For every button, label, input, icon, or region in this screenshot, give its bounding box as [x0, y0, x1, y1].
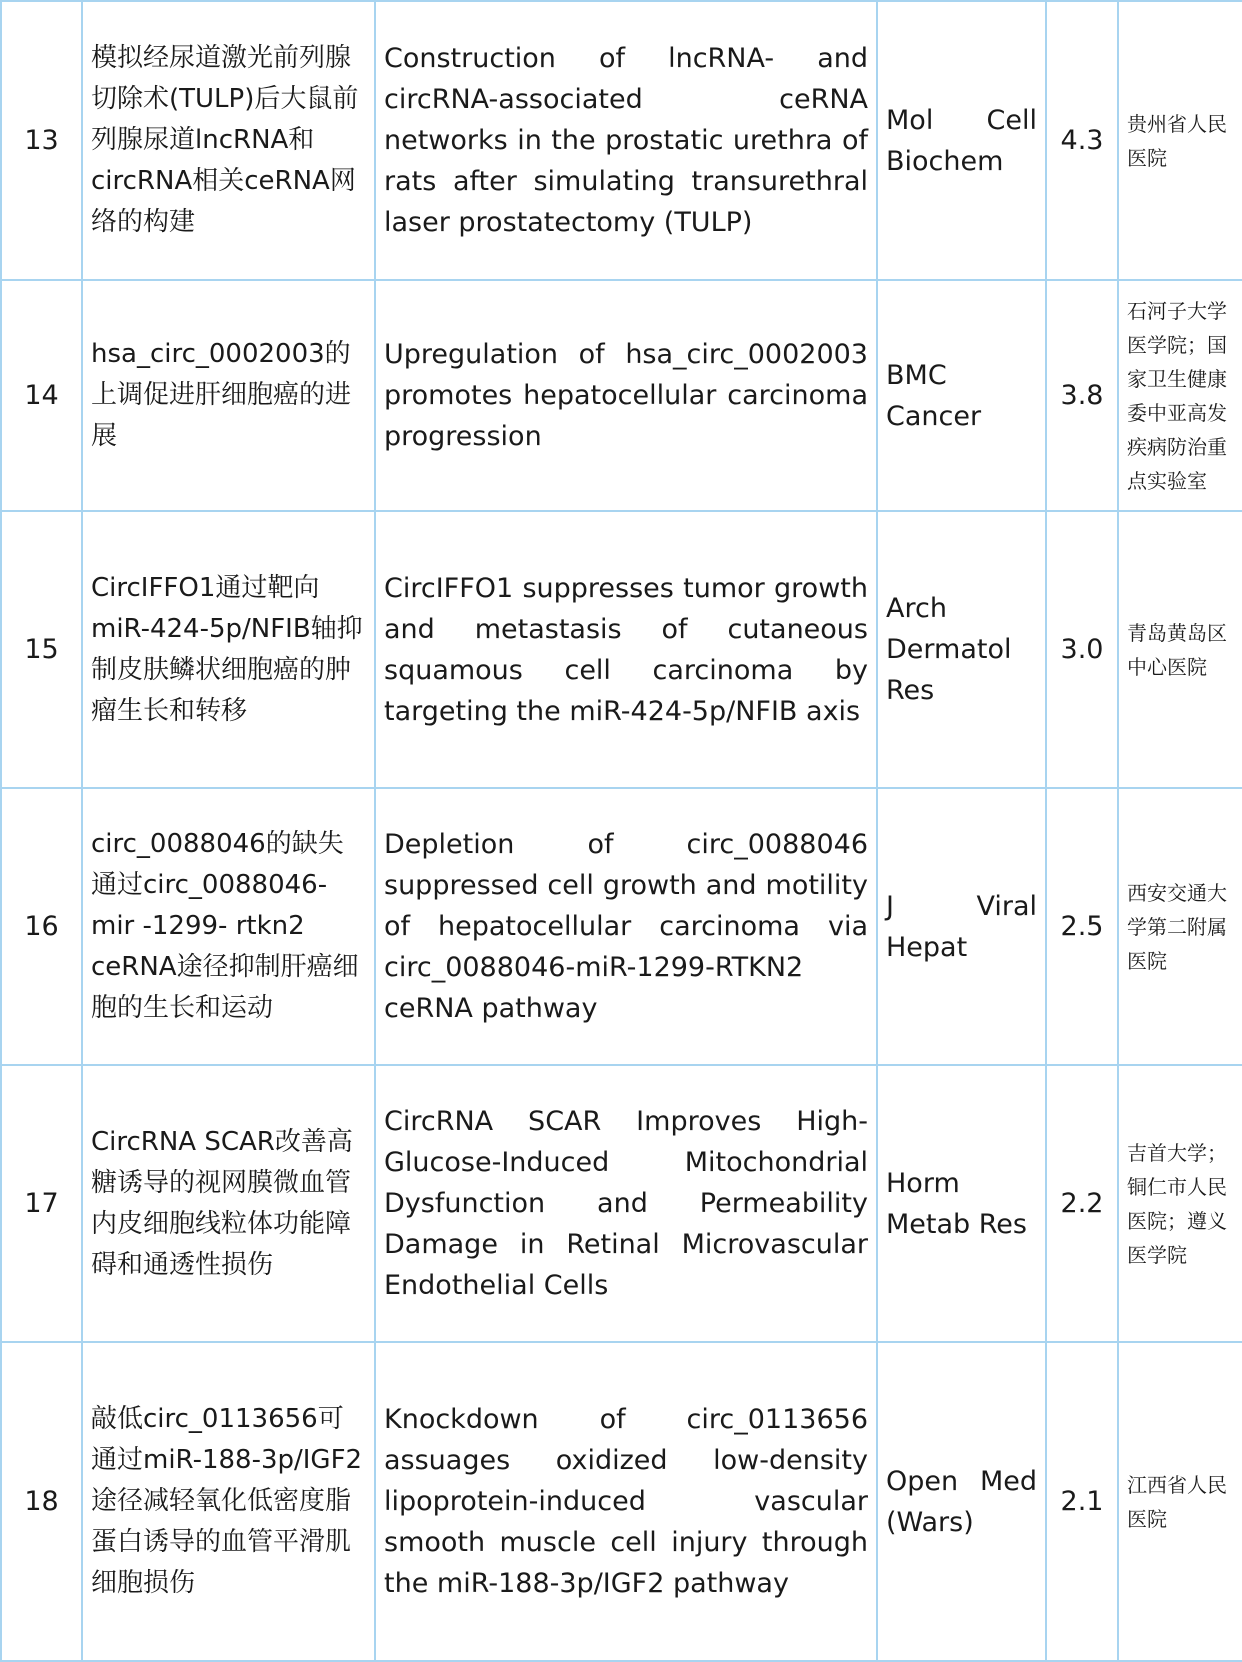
chinese-title: CircRNA SCAR改善高糖诱导的视网膜微血管内皮细胞线粒体功能障碍和通透性损伤 — [82, 1065, 375, 1342]
table-row — [1, 280, 1242, 511]
row-number: 13 — [1, 1, 82, 280]
row-number: 17 — [1, 1065, 82, 1342]
row-number: 16 — [1, 788, 82, 1065]
impact-factor: 3.8 — [1046, 280, 1118, 511]
table-row — [1, 1065, 1242, 1342]
institution: 江西省人民医院 — [1118, 1342, 1242, 1661]
chinese-title: 模拟经尿道激光前列腺切除术(TULP)后大鼠前列腺尿道lncRNA和circRNA相关ceRNA网络的构建 — [82, 1, 375, 280]
english-title: CircRNA SCAR Improves High-Glucose-Induced Mitochondrial Dysfunction and Permeability Damage in Retinal Microvascular Endothelial Cells — [375, 1065, 877, 1342]
impact-factor: 2.5 — [1046, 788, 1118, 1065]
chinese-title: CircIFFO1通过靶向miR-424-5p/NFIB轴抑制皮肤鳞状细胞癌的肿瘤生长和转移 — [82, 511, 375, 788]
english-title: Upregulation of hsa_circ_0002003 promotes hepatocellular carcinoma progression — [375, 280, 877, 511]
impact-factor: 4.3 — [1046, 1, 1118, 280]
chinese-title: 敲低circ_0113656可通过miR-188-3p/IGF2途径减轻氧化低密度脂蛋白诱导的血管平滑肌细胞损伤 — [82, 1342, 375, 1661]
institution: 西安交通大学第二附属医院 — [1118, 788, 1242, 1065]
impact-factor: 2.2 — [1046, 1065, 1118, 1342]
institution: 青岛黄岛区中心医院 — [1118, 511, 1242, 788]
institution: 吉首大学；铜仁市人民医院；遵义医学院 — [1118, 1065, 1242, 1342]
table-row — [1, 1, 1242, 280]
impact-factor: 2.1 — [1046, 1342, 1118, 1661]
institution: 贵州省人民医院 — [1118, 1, 1242, 280]
journal-name: Arch Dermatol Res — [877, 511, 1046, 788]
row-number: 18 — [1, 1342, 82, 1661]
journal-name: J Viral Hepat — [877, 788, 1046, 1065]
journal-name: Open Med (Wars) — [877, 1342, 1046, 1661]
impact-factor: 3.0 — [1046, 511, 1118, 788]
english-title: Construction of lncRNA- and circRNA-associated ceRNA networks in the prostatic urethra of rats after simulating transurethral laser prostatectomy (TULP) — [375, 1, 877, 280]
journal-name: Horm Metab Res — [877, 1065, 1046, 1342]
row-number: 15 — [1, 511, 82, 788]
english-title: Knockdown of circ_0113656 assuages oxidized low-density lipoprotein-induced vascular smooth muscle cell injury through the miR-188-3p/IGF2 pathway — [375, 1342, 877, 1661]
english-title: Depletion of circ_0088046 suppressed cell growth and motility of hepatocellular carcinoma via circ_0088046-miR-1299-RTKN2 ceRNA pathway — [375, 788, 877, 1065]
chinese-title: circ_0088046的缺失通过circ_0088046-mir -1299- rtkn2 ceRNA途径抑制肝癌细胞的生长和运动 — [82, 788, 375, 1065]
journal-name: Mol Cell Biochem — [877, 1, 1046, 280]
table-row — [1, 1342, 1242, 1661]
chinese-title: hsa_circ_0002003的上调促进肝细胞癌的进展 — [82, 280, 375, 511]
table-row — [1, 788, 1242, 1065]
row-number: 14 — [1, 280, 82, 511]
english-title: CircIFFO1 suppresses tumor growth and metastasis of cutaneous squamous cell carcinoma by targeting the miR-424-5p/NFIB axis — [375, 511, 877, 788]
journal-name: BMC Cancer — [877, 280, 1046, 511]
table-row — [1, 511, 1242, 788]
institution: 石河子大学医学院；国家卫生健康委中亚高发疾病防治重点实验室 — [1118, 280, 1242, 511]
